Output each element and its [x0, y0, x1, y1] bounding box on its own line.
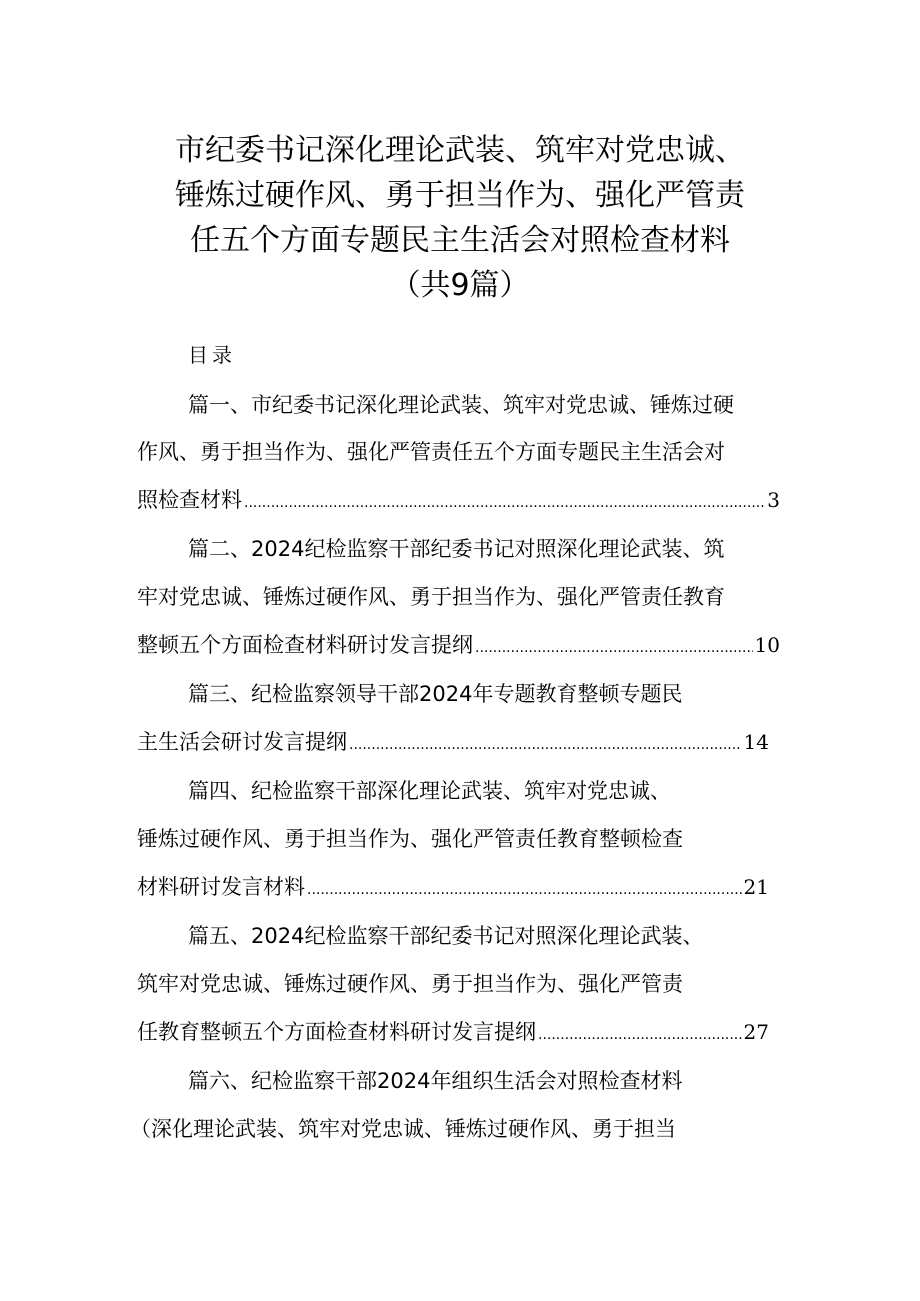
document-title	[0, 128, 920, 308]
toc-entry-3-line-1: 篇三、纪检监察领导干部2024年专题教育整顿专题民	[188, 682, 683, 706]
title-line-4: （共9篇）	[390, 268, 530, 303]
toc-entry-2-line-3: 整顿五个方面检查材料研讨发言提纲	[137, 633, 473, 657]
dot-leader	[475, 633, 753, 663]
toc-entry-3-page: 14	[743, 730, 769, 754]
toc-entry-1-page: 3	[767, 488, 780, 512]
dot-leader	[244, 488, 765, 518]
toc-entry-4-page: 21	[743, 875, 769, 899]
toc-entry-4-line-1: 篇四、纪检监察干部深化理论武装、筑牢对党忠诚、	[188, 779, 671, 803]
toc-entry-5-page: 27	[743, 1020, 769, 1044]
toc-entry-5-line-2: 筑牢对党忠诚、锤炼过硬作风、勇于担当作为、强化严管责	[137, 972, 683, 996]
toc-entry-1-line-1: 篇一、市纪委书记深化理论武装、筑牢对党忠诚、锤炼过硬	[188, 393, 734, 417]
toc-entry-5-last-line[interactable]	[137, 1017, 769, 1050]
dot-leader	[538, 1020, 742, 1050]
toc-entry-4-line-3: 材料研讨发言材料	[137, 875, 305, 899]
toc-entry-6-line-1: 篇六、纪检监察干部2024年组织生活会对照检查材料	[188, 1069, 683, 1093]
toc-entry-6-line-2: （深化理论武装、筑牢对党忠诚、锤炼过硬作风、勇于担当	[130, 1117, 676, 1141]
toc-entry-5-line-3: 任教育整顿五个方面检查材料研讨发言提纲	[137, 1020, 536, 1044]
dot-leader	[349, 730, 742, 760]
toc-entry-2-page: 10	[754, 633, 780, 657]
title-line-2: 锤炼过硬作风、勇于担当作为、强化严管责	[175, 178, 745, 213]
title-line-1: 市纪委书记深化理论武装、筑牢对党忠诚、	[175, 133, 745, 168]
toc-entry-5-line-1: 篇五、2024纪检监察干部纪委书记对照深化理论武装、	[188, 924, 704, 948]
dot-leader	[307, 875, 742, 905]
toc-entry-4-line-2: 锤炼过硬作风、勇于担当作为、强化严管责任教育整顿检查	[137, 827, 683, 851]
toc-entry-2-line-2: 牢对党忠诚、锤炼过硬作风、勇于担当作为、强化严管责任教育	[137, 585, 725, 609]
toc-entry-3-last-line[interactable]	[137, 727, 769, 760]
toc-entry-1-line-3: 照检查材料	[137, 488, 242, 512]
title-line-3: 任五个方面专题民主生活会对照检查材料	[190, 223, 730, 258]
toc-entry-1-last-line[interactable]	[137, 485, 780, 518]
toc-label: 目录	[188, 343, 236, 367]
toc-entry-2-line-1: 篇二、2024纪检监察干部纪委书记对照深化理论武装、筑	[188, 537, 725, 561]
toc-entry-1-line-2: 作风、勇于担当作为、强化严管责任五个方面专题民主生活会对	[137, 440, 725, 464]
toc-entry-3-line-2: 主生活会研讨发言提纲	[137, 730, 347, 754]
toc-entry-2-last-line[interactable]	[137, 630, 780, 663]
toc-entry-4-last-line[interactable]	[137, 872, 769, 905]
